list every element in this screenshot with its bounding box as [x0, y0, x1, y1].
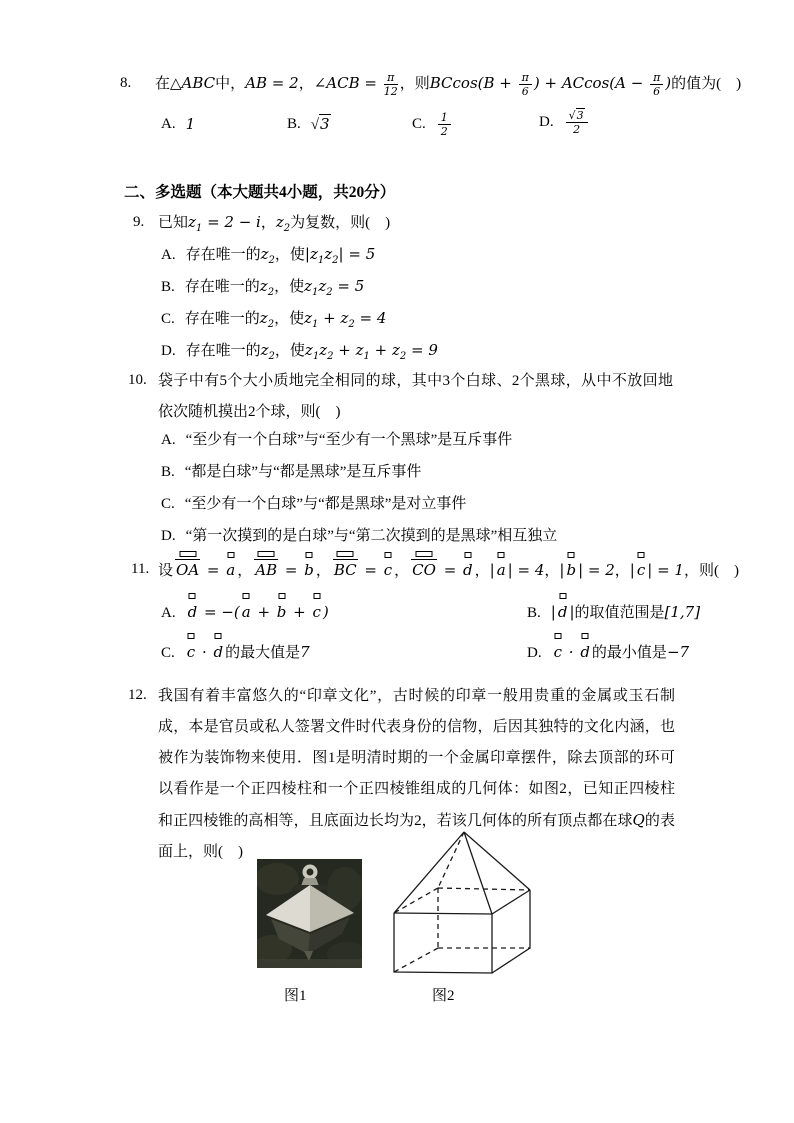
option-letter: A. — [161, 605, 176, 621]
option-text: “至少有一个白球”与“至少有一个黑球”是互斥事件 — [185, 432, 513, 448]
option-letter: D. — [161, 528, 176, 544]
option-text: “至少有一个白球”与“都是黑球”是对立事件 — [184, 496, 467, 512]
figure-2-label: 图2 — [432, 988, 455, 1004]
question-11-option-b — [527, 601, 700, 624]
option-text: c · d 的最大值是7 — [185, 645, 310, 661]
option-letter: D. — [161, 343, 176, 359]
option-letter: B. — [161, 464, 175, 480]
option-text: c · d 的最小值是−7 — [552, 645, 689, 661]
question-8-stem: 在△ABC中，AB = 2，∠ACB = $\frac{\pi}{12}$ ，则BCcos(B + $\frac{\pi}{6}$ ) + ACcos(A − $\frac{\pi}{6}$ )的值为( ) — [155, 71, 742, 99]
option-value: 1 — [185, 114, 196, 133]
question-10-stem: 袋子中有5个大小质地完全相同的球，其中3个白球、2个黑球，从中不放回地依次随机摸出2个球，则( ) — [158, 373, 673, 420]
option-text: 存在唯一的$z_2$，使$z_1z_2 = 5$ — [184, 277, 365, 298]
option-text: | d |的取值范围是[1,7] — [551, 605, 700, 621]
option-letter: B. — [527, 605, 541, 621]
seal-photo — [257, 859, 362, 968]
option-text: 存在唯一的$z_2$，使$z_1z_2 + z_1 + z_2 = 9$ — [185, 341, 438, 362]
option-text: d = −( a + b + c ) — [186, 605, 329, 621]
option-text: 存在唯一的$z_2$，使$z_1 + z_2 = 4$ — [184, 309, 387, 330]
figure-1-label: 图1 — [284, 988, 307, 1004]
seal-photo-image — [257, 859, 362, 968]
question-11-number: 11. — [131, 561, 150, 577]
option-letter: C. — [161, 645, 175, 661]
question-8-number: 8. — [120, 75, 132, 91]
option-value: $\frac{√3}{2}$ — [564, 110, 590, 135]
question-9-option-a — [161, 243, 375, 266]
option-letter: B. — [287, 115, 301, 132]
option-value: $\frac{1}{2}$ — [436, 112, 453, 137]
question-12-stem: 我国有着丰富悠久的“印章文化”，古时候的印章一般用贵重的金属或玉石制成，本是官员或私人签署文件时代表身份的信物，后因其独特的文化内涵，也被作为装饰物来使用．图1是明清时期的一个金属印章摆件，除去顶部的环可以看作是一个正四棱柱和一个正四棱锥组成的几何体：如图2，已知正四棱柱和正四棱锥的高相等，且底面边长均为2，若该几何体的所有顶点都在球Q的表面上，则( ) — [158, 688, 675, 860]
option-text: 存在唯一的$z_2$，使$|z_1z_2| = 5$ — [185, 245, 376, 266]
option-text: “第一次摸到的是白球”与“第二次摸到的是黑球”相互独立 — [185, 528, 558, 544]
option-letter: C. — [161, 311, 175, 327]
question-12-number: 12. — [128, 687, 147, 703]
option-letter: A. — [161, 432, 176, 448]
question-9-option-b — [161, 275, 364, 298]
prism-pyramid-figure — [389, 828, 539, 976]
question-10-option-a — [161, 429, 512, 451]
question-11-option-d — [527, 641, 689, 664]
question-9-option-d — [161, 339, 438, 362]
option-letter: C. — [161, 496, 175, 512]
question-11-option-a — [161, 601, 329, 624]
option-letter: D. — [539, 113, 554, 130]
option-value: √3 — [310, 114, 330, 133]
prism-pyramid-drawing — [389, 828, 539, 976]
question-8-option-d — [539, 106, 590, 138]
question-10-option-b — [161, 461, 421, 483]
question-8-option-a — [161, 108, 195, 140]
option-letter: B. — [161, 279, 175, 295]
question-11-option-c — [161, 641, 310, 664]
question-9-option-c — [161, 307, 386, 330]
option-letter: A. — [161, 247, 176, 263]
option-letter: C. — [412, 115, 426, 132]
question-9-stem: 已知$z_1 = 2 - i$，$z_2$为复数，则( ) — [158, 213, 391, 234]
option-letter: D. — [527, 645, 542, 661]
question-8-option-b — [287, 108, 331, 140]
question-10-option-c — [161, 493, 466, 515]
question-9-number: 9. — [133, 214, 145, 230]
option-letter: A. — [161, 115, 176, 132]
question-10-number: 10. — [128, 372, 147, 388]
question-8-option-c — [412, 108, 453, 140]
question-10-option-d — [161, 525, 557, 547]
question-11-stem: 设 OA = a ， AB = b ， BC = c ， CO = d ，| a | = 4，| b | = 2，| c | = 1，则( ) — [158, 559, 739, 581]
option-text: “都是白球”与“都是黑球”是互斥事件 — [184, 464, 422, 480]
section-header: 二、多选题（本大题共4小题，共20分） — [124, 184, 396, 201]
